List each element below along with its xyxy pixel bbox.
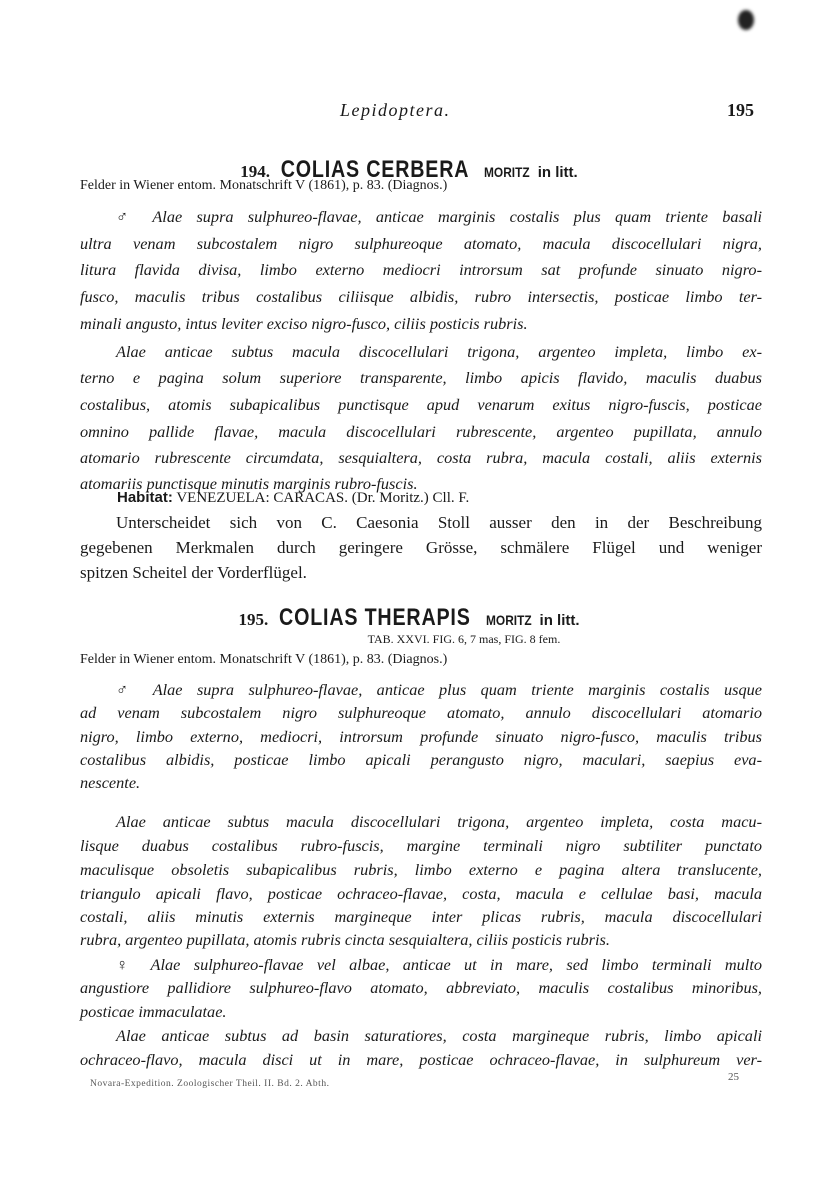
text-line: Alae anticae subtus macula discocellulari trigona, argenteo impleta, costa macu-	[116, 812, 762, 831]
text-line: ♀ Alae sulphureo-flavae vel albae, anticae ut in mare, sed limbo terminali multo	[116, 955, 762, 974]
text-line: ad venam subcostalem nigro sulphureoque atomato, annulo discocellulari atomario	[80, 703, 762, 722]
species-heading	[0, 604, 818, 632]
species-number: 195.	[238, 610, 269, 629]
remark-line: gegebenen Merkmalen durch geringere Grösse, schmälere Flügel und weniger	[80, 538, 762, 557]
text-line: rubra, argenteo pupillata, atomis rubris cincta sesquialtera, ciliis posticis rubris.	[80, 930, 610, 949]
remark-line: Unterscheidet sich von C. Caesonia Stoll ausser den in der Beschreibung	[116, 513, 762, 532]
text-line: lisque duabus costalibus rubro-fuscis, margine terminali nigro subtiliter punctato	[80, 836, 762, 855]
habitat-text: VENEZUELA: CARACAS. (Dr. Moritz.) Cll. F.	[172, 490, 470, 506]
plate-reference: TAB. XXVI. FIG. 6, 7 mas, FIG. 8 fem.	[367, 632, 561, 646]
species-number: 194.	[240, 162, 271, 181]
text-line: minali angusto, intus leviter exciso nigro-fusco, ciliis posticis rubris.	[80, 314, 528, 333]
text-line: terno e pagina solum superiore transparente, limbo apicis flavido, maculis duabus	[80, 368, 762, 387]
text-line: angustiore pallidiore sulphureo-flavo atomato, abbreviato, maculis costalibus minoribus,	[80, 978, 762, 997]
text-line: costali, aliis minutis externis margineque inter plicas rubris, macula discocellulari	[80, 907, 762, 926]
text-line: ultra venam subcostalem nigro sulphureoque atomato, macula discocellulari nigra,	[80, 234, 762, 253]
text-line: ♂ Alae supra sulphureo-flavae, anticae plus quam triente marginis costalis usque	[116, 680, 762, 699]
text-line: triangulo apicali flavo, posticae ochraceo-flavae, costa, macula e cellulae basi, macula	[80, 884, 762, 903]
ink-spot	[738, 10, 754, 30]
text-line: nigro, limbo externo, mediocri, introrsum profunde sinuato nigro-fusco, maculis tribus	[80, 727, 762, 746]
species-author: MORITZ	[485, 612, 532, 628]
footer-imprint: Novara-Expedition. Zoologischer Theil. II. Bd. 2. Abth.	[90, 1079, 330, 1089]
text-line: omnino pallide flavae, macula discocellulari rubrescente, argenteo pupillata, annulo	[80, 422, 762, 441]
remark-line: spitzen Scheitel der Vorderflügel.	[80, 563, 307, 582]
species-name: COLIAS CERBERA	[280, 156, 470, 183]
habitat-label: Habitat:	[117, 489, 173, 506]
author-note: in litt.	[537, 164, 578, 181]
text-line: atomariis punctisque minutis marginis rubro-fuscis.	[80, 474, 418, 493]
text-line: costalibus, atomis subapicalibus punctisque apud venarum exitus nigro-fuscis, posticae	[80, 395, 762, 414]
text-line: maculisque obsoletis subapicalibus rubris, limbo externo e pagina altera translucente,	[80, 860, 762, 879]
text-line: litura flavida divisa, limbo externo mediocri introrsum sat profunde sinuato nigro-	[80, 260, 762, 279]
text-line: nescente.	[80, 773, 141, 792]
species-name: COLIAS THERAPIS	[279, 604, 471, 631]
text-line: ochraceo-flavo, macula disci ut in mare, posticae ochraceo-flavae, in sulphureum ver-	[80, 1050, 762, 1069]
text-line: Alae anticae subtus macula discocellulari trigona, argenteo impleta, limbo ex-	[116, 342, 762, 361]
species-author: MORITZ	[484, 164, 530, 180]
literature-reference: Felder in Wiener entom. Monatschrift V (1861), p. 83. (Diagnos.)	[80, 178, 448, 193]
text-line: atomario rubrescente circumdata, sesquialtera, costa rubra, macula costali, aliis externis	[80, 448, 762, 467]
text-line: costalibus albidis, posticae limbo apicali perangusto nigro, maculari, saepius eva-	[80, 750, 762, 769]
habitat-line	[117, 489, 469, 507]
text-line: posticae immaculatae.	[80, 1002, 227, 1021]
author-note: in litt.	[539, 612, 580, 629]
signature-mark: 25	[728, 1071, 739, 1083]
page-number: 195	[727, 100, 754, 120]
literature-reference: Felder in Wiener entom. Monatschrift V (1861), p. 83. (Diagnos.)	[80, 652, 448, 667]
text-line: ♂ Alae supra sulphureo-flavae, anticae marginis costalis plus quam triente basali	[116, 207, 762, 226]
text-line: Alae anticae subtus ad basin saturatiores, costa margineque rubris, limbo apicali	[116, 1026, 762, 1045]
text-line: fusco, maculis tribus costalibus ciliisque albidis, rubro intersectis, posticae limbo ter-	[80, 287, 762, 306]
running-title: Lepidoptera.	[340, 100, 451, 120]
